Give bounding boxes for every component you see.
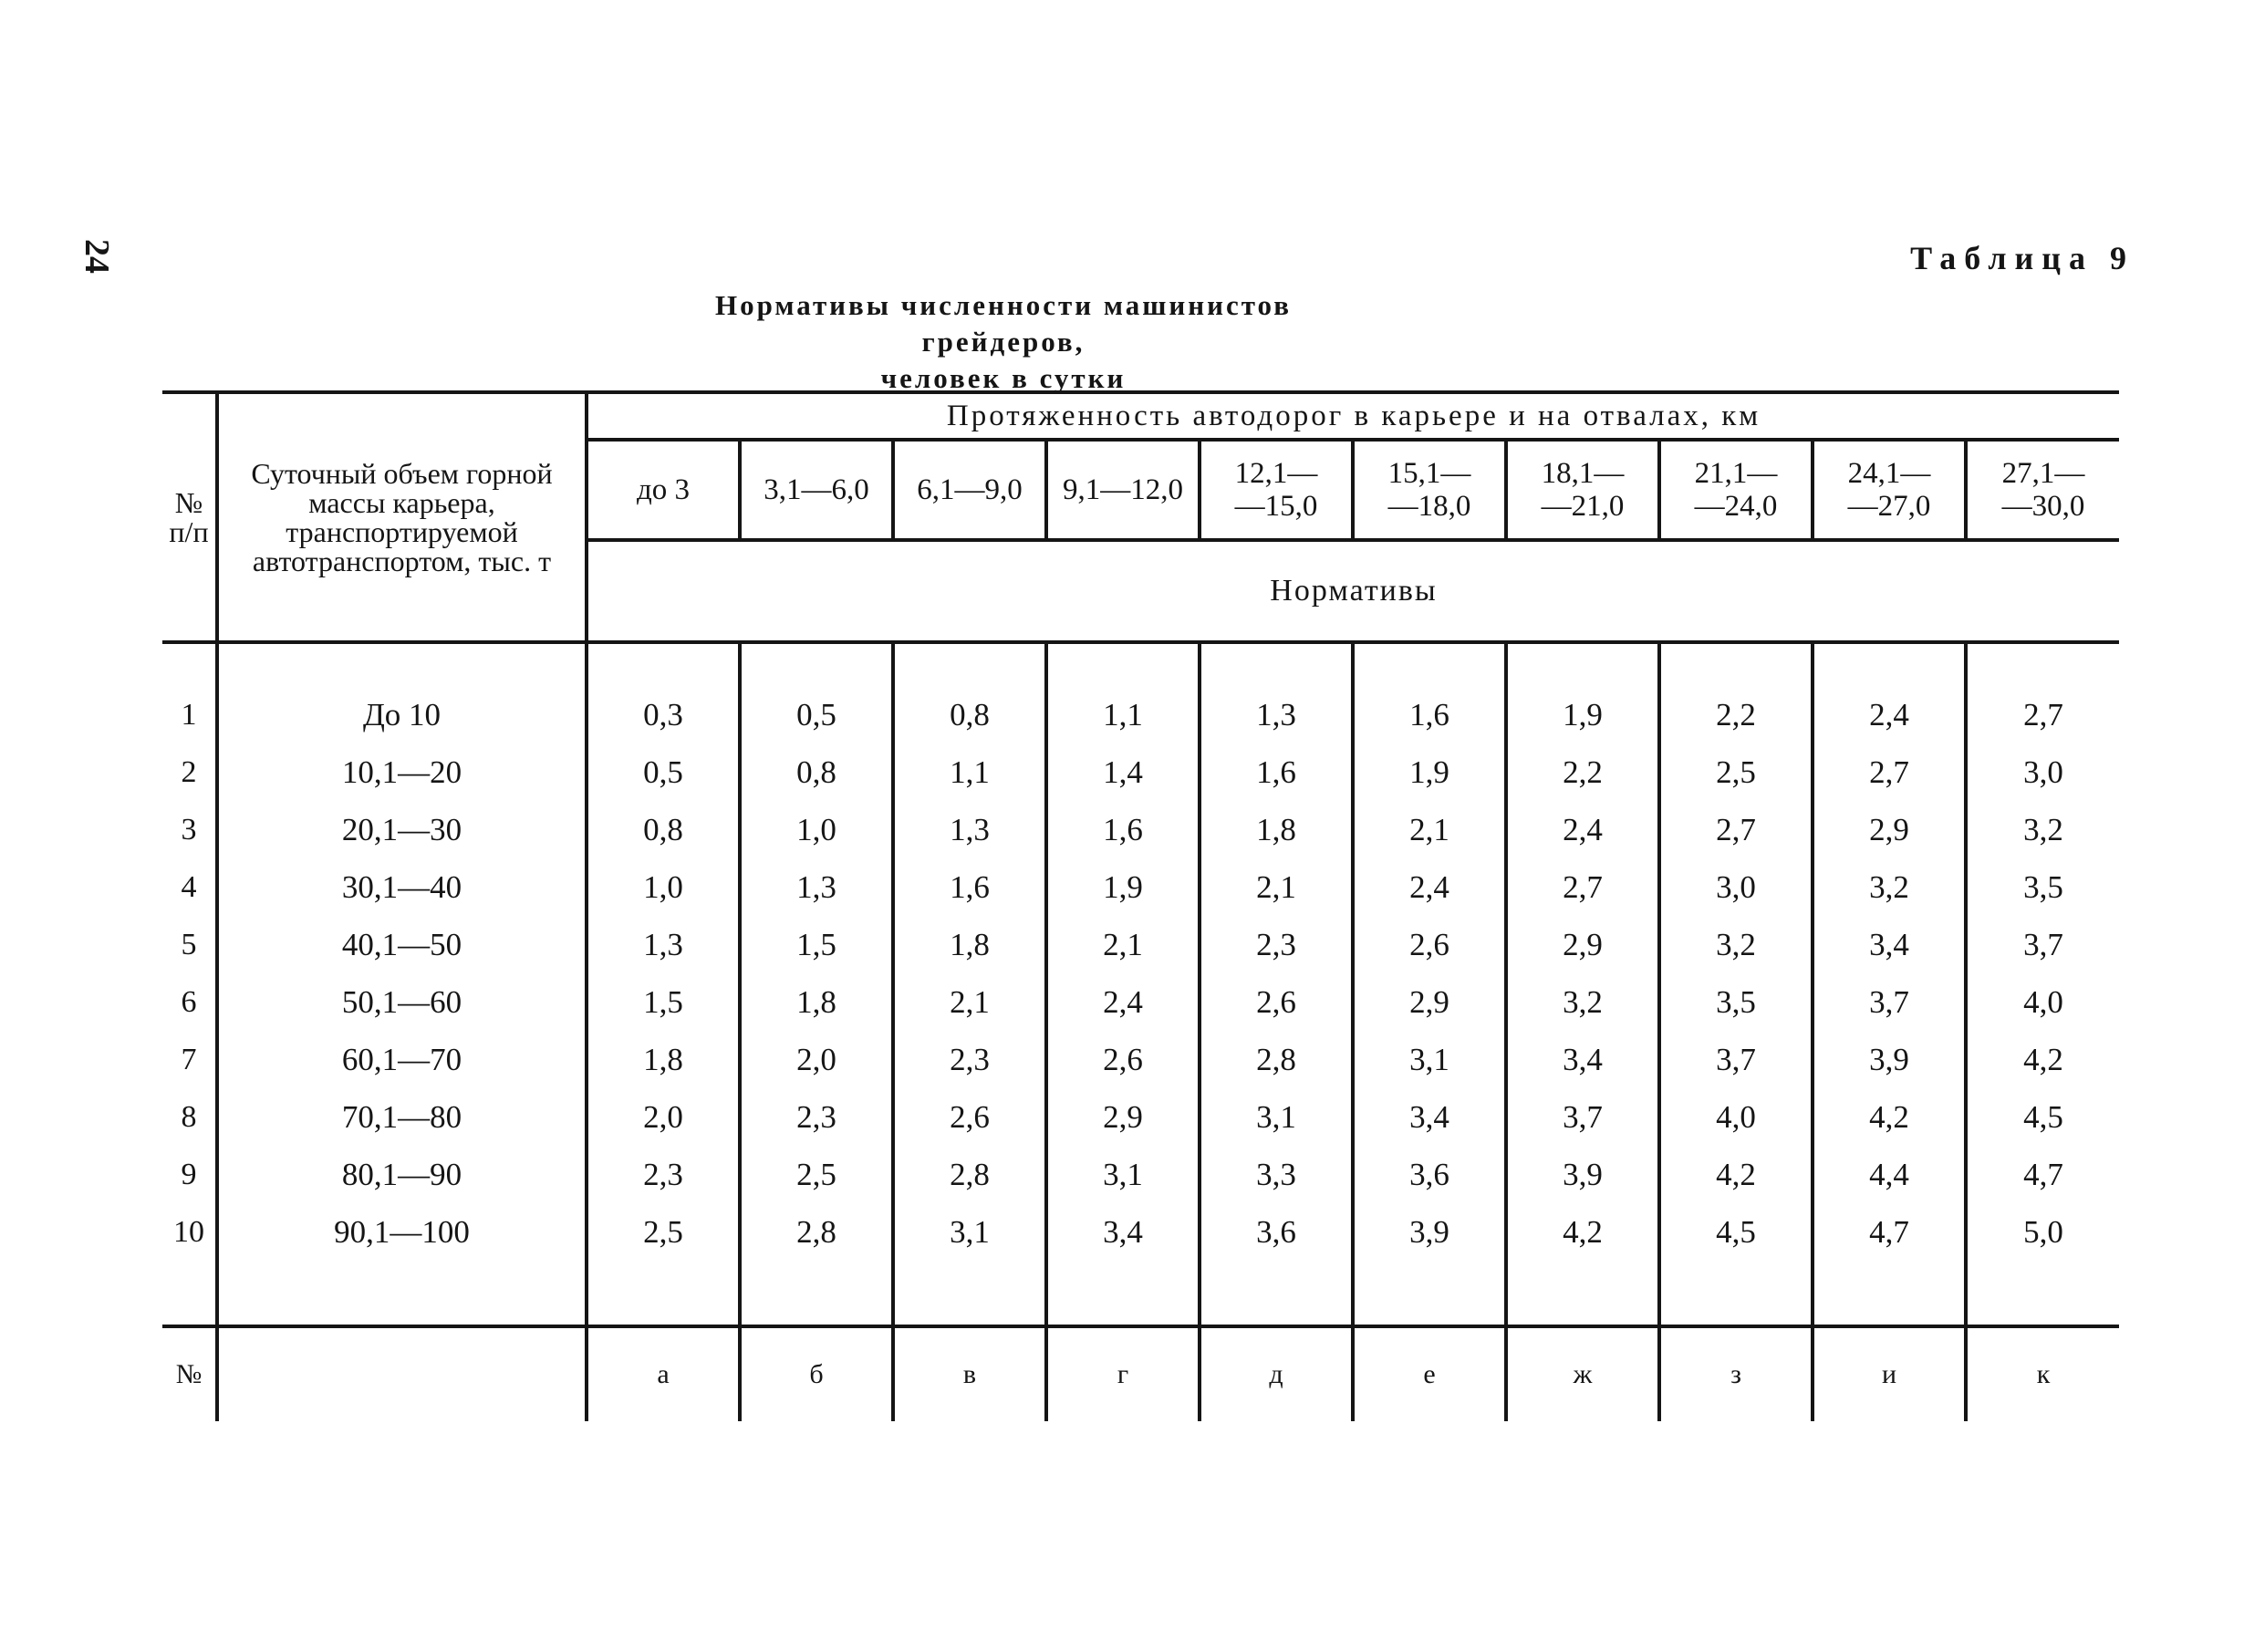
row-volume: 30,1—40 <box>217 858 587 916</box>
row-volume: 60,1—70 <box>217 1031 587 1088</box>
table-row <box>162 858 2119 916</box>
norm-value-cell: 1,9 <box>1046 858 1200 916</box>
row-volume: До 10 <box>217 686 587 743</box>
norm-value-cell: 1,6 <box>1200 743 1353 801</box>
spacer-cell <box>740 642 893 686</box>
norm-value-cell: 5,0 <box>1966 1203 2119 1261</box>
norm-value-cell: 4,0 <box>1966 973 2119 1031</box>
spacer-cell <box>587 642 740 686</box>
row-number: 9 <box>181 1157 197 1191</box>
norm-value-cell: 2,4 <box>1506 801 1659 858</box>
spacer-cell <box>162 642 217 686</box>
norm-value-cell: 1,9 <box>1353 743 1506 801</box>
norm-value-cell: 1,4 <box>1046 743 1200 801</box>
table-row <box>162 973 2119 1031</box>
spacer-cell <box>1659 1261 1813 1326</box>
spacer-cell <box>1353 642 1506 686</box>
norm-value-cell: 4,2 <box>1813 1088 1966 1146</box>
table-body <box>162 642 2119 1326</box>
footer-row <box>162 1326 2119 1421</box>
norm-value-cell: 3,0 <box>1659 858 1813 916</box>
distance-header-line2: —18,0 <box>1387 490 1471 523</box>
norm-value-cell: 0,5 <box>740 686 893 743</box>
spacer-cell <box>1813 1261 1966 1326</box>
distance-header-cell <box>1966 440 2119 540</box>
norm-value-cell: 1,8 <box>1200 801 1353 858</box>
norm-value-cell: 3,9 <box>1353 1203 1506 1261</box>
spacer-cell <box>1506 1261 1659 1326</box>
norm-value-cell: 2,9 <box>1813 801 1966 858</box>
spacer-cell <box>1813 642 1966 686</box>
distance-header-cell <box>740 440 893 540</box>
distance-header-line1: 6,1—9,0 <box>917 473 1023 506</box>
row-number: 1 <box>181 697 197 732</box>
norm-value-cell: 3,9 <box>1813 1031 1966 1088</box>
norm-value-cell: 1,6 <box>1353 686 1506 743</box>
norm-value-cell: 1,3 <box>1200 686 1353 743</box>
norm-value-cell: 2,9 <box>1353 973 1506 1031</box>
column-letter-cell: з <box>1659 1326 1813 1421</box>
norm-value-cell: 0,5 <box>587 743 740 801</box>
spacer-cell <box>1046 1261 1200 1326</box>
norm-value-cell: 3,2 <box>1659 916 1813 973</box>
distance-header-cell <box>1200 440 1353 540</box>
spacer-cell <box>217 1261 587 1326</box>
distance-header-line2: —21,0 <box>1541 490 1625 523</box>
distance-header-line1: 21,1— <box>1694 457 1778 490</box>
distance-header-line2: —30,0 <box>2001 490 2085 523</box>
column-letter-cell: к <box>1966 1326 2119 1421</box>
row-number: 5 <box>181 927 197 961</box>
norm-value-cell: 3,1 <box>1353 1031 1506 1088</box>
spacer-cell <box>893 1261 1046 1326</box>
norm-value-cell: 3,6 <box>1200 1203 1353 1261</box>
norm-value-cell: 3,9 <box>1506 1146 1659 1203</box>
distance-header-cell <box>893 440 1046 540</box>
norm-value-cell: 2,6 <box>1353 916 1506 973</box>
row-volume: 70,1—80 <box>217 1088 587 1146</box>
norm-value-cell: 4,2 <box>1659 1146 1813 1203</box>
norm-value-cell: 1,5 <box>587 973 740 1031</box>
spacer-cell <box>1200 642 1353 686</box>
spacer-cell <box>740 1261 893 1326</box>
column-letter-cell: в <box>893 1326 1046 1421</box>
spacer-cell <box>587 1261 740 1326</box>
distance-header-line1: 15,1— <box>1387 457 1471 490</box>
norm-value-cell: 1,5 <box>740 916 893 973</box>
norm-value-cell: 1,1 <box>1046 686 1200 743</box>
table-row <box>162 801 2119 858</box>
distance-header-cell <box>1046 440 1200 540</box>
norm-value-cell: 2,0 <box>587 1088 740 1146</box>
norm-value-cell: 4,7 <box>1813 1203 1966 1261</box>
table-row <box>162 686 2119 743</box>
spacer-cell <box>893 642 1046 686</box>
spacer-cell <box>1659 642 1813 686</box>
norm-value-cell: 3,7 <box>1966 916 2119 973</box>
spacer-cell <box>1046 642 1200 686</box>
column-letter-cell: е <box>1353 1326 1506 1421</box>
row-volume: 80,1—90 <box>217 1146 587 1203</box>
norm-value-cell: 3,7 <box>1506 1088 1659 1146</box>
norm-value-cell: 3,7 <box>1813 973 1966 1031</box>
norm-value-cell: 4,0 <box>1659 1088 1813 1146</box>
norm-value-cell: 2,6 <box>1046 1031 1200 1088</box>
norm-value-cell: 1,0 <box>740 801 893 858</box>
norm-value-cell: 2,5 <box>587 1203 740 1261</box>
norm-value-cell: 3,5 <box>1966 858 2119 916</box>
distance-header-line1: 3,1—6,0 <box>764 473 869 506</box>
norm-value-cell: 2,4 <box>1813 686 1966 743</box>
footer-num: № <box>175 1359 203 1389</box>
norm-value-cell: 3,6 <box>1353 1146 1506 1203</box>
row-number: 8 <box>181 1099 197 1134</box>
norm-value-cell: 2,8 <box>893 1146 1046 1203</box>
norm-value-cell: 2,2 <box>1659 686 1813 743</box>
spacer-cell <box>1353 1261 1506 1326</box>
table-row <box>162 916 2119 973</box>
distance-header-line2: —27,0 <box>1847 490 1931 523</box>
norm-value-cell: 2,7 <box>1506 858 1659 916</box>
norm-value-cell: 3,4 <box>1813 916 1966 973</box>
norm-value-cell: 2,9 <box>1506 916 1659 973</box>
distance-header-cell <box>587 440 740 540</box>
table-label: Таблица 9 <box>1910 240 2135 276</box>
spacer-cell <box>162 1261 217 1326</box>
norm-value-cell: 3,2 <box>1813 858 1966 916</box>
spacer-cell <box>1506 642 1659 686</box>
group-header-distance: Протяженность автодорог в карьере и на отвалах, км <box>587 392 2119 440</box>
distance-header-line1: 18,1— <box>1541 457 1625 490</box>
distance-header-cell <box>1506 440 1659 540</box>
norm-value-cell: 2,3 <box>740 1088 893 1146</box>
norm-value-cell: 3,1 <box>1200 1088 1353 1146</box>
norm-value-cell: 2,8 <box>1200 1031 1353 1088</box>
column-letter-cell: и <box>1813 1326 1966 1421</box>
norm-value-cell: 3,0 <box>1966 743 2119 801</box>
norm-value-cell: 2,1 <box>1353 801 1506 858</box>
norm-value-cell: 3,7 <box>1659 1031 1813 1088</box>
norm-value-cell: 2,2 <box>1506 743 1659 801</box>
norms-table <box>162 390 2119 1421</box>
table-row <box>162 743 2119 801</box>
norm-value-cell: 4,2 <box>1506 1203 1659 1261</box>
norm-value-cell: 2,5 <box>740 1146 893 1203</box>
table-title <box>639 287 1368 397</box>
norm-value-cell: 4,5 <box>1966 1088 2119 1146</box>
row-volume: 50,1—60 <box>217 973 587 1031</box>
norm-value-cell: 2,1 <box>893 973 1046 1031</box>
spacer-cell <box>217 642 587 686</box>
table-title-line1: Нормативы численности машинистов грейдеров, <box>714 289 1293 358</box>
norm-value-cell: 2,3 <box>587 1146 740 1203</box>
table-row <box>162 1203 2119 1261</box>
norm-value-cell: 3,3 <box>1200 1146 1353 1203</box>
norm-value-cell: 0,8 <box>587 801 740 858</box>
norm-value-cell: 2,5 <box>1659 743 1813 801</box>
norm-value-cell: 1,9 <box>1506 686 1659 743</box>
col-header-volume: Суточный объем горной массы карьера, транспортируемой автотранспортом, тыс. т <box>217 392 587 642</box>
norm-value-cell: 3,2 <box>1966 801 2119 858</box>
page-number: 24 <box>78 239 116 274</box>
norm-value-cell: 1,8 <box>893 916 1046 973</box>
row-number: 10 <box>173 1214 204 1249</box>
table-row <box>162 1146 2119 1203</box>
norm-value-cell: 2,7 <box>1659 801 1813 858</box>
row-number: 6 <box>181 984 197 1019</box>
norm-value-cell: 1,3 <box>587 916 740 973</box>
norm-value-cell: 2,3 <box>1200 916 1353 973</box>
norm-value-cell: 3,4 <box>1353 1088 1506 1146</box>
distance-header-cell <box>1353 440 1506 540</box>
norm-value-cell: 2,3 <box>893 1031 1046 1088</box>
norm-value-cell: 0,8 <box>740 743 893 801</box>
distance-header-line2: —24,0 <box>1694 490 1778 523</box>
norm-value-cell: 3,4 <box>1506 1031 1659 1088</box>
distance-header-cell <box>1659 440 1813 540</box>
spacer-cell <box>1966 642 2119 686</box>
norm-value-cell: 2,9 <box>1046 1088 1200 1146</box>
distance-header-line1: 24,1— <box>1847 457 1931 490</box>
norm-value-cell: 3,5 <box>1659 973 1813 1031</box>
column-letter-cell: ж <box>1506 1326 1659 1421</box>
norm-value-cell: 4,2 <box>1966 1031 2119 1088</box>
norm-value-cell: 4,7 <box>1966 1146 2119 1203</box>
table-title-line2: человек в сутки <box>880 362 1127 394</box>
row-number: 4 <box>181 869 197 904</box>
distance-header-line2: —15,0 <box>1234 490 1318 523</box>
row-volume: 90,1—100 <box>217 1203 587 1261</box>
norm-value-cell: 1,3 <box>740 858 893 916</box>
norm-value-cell: 1,1 <box>893 743 1046 801</box>
norm-value-cell: 3,1 <box>893 1203 1046 1261</box>
spacer-cell <box>1200 1261 1353 1326</box>
row-number: 2 <box>181 754 197 789</box>
norm-value-cell: 2,4 <box>1046 973 1200 1031</box>
norm-value-cell: 4,4 <box>1813 1146 1966 1203</box>
norm-value-cell: 1,3 <box>893 801 1046 858</box>
norm-value-cell: 1,6 <box>1046 801 1200 858</box>
norm-value-cell: 2,6 <box>1200 973 1353 1031</box>
column-letter-cell: б <box>740 1326 893 1421</box>
column-letter-cell: д <box>1200 1326 1353 1421</box>
table-row <box>162 1088 2119 1146</box>
row-number: 7 <box>181 1042 197 1076</box>
col-header-num: № п/п <box>169 486 209 548</box>
norm-value-cell: 3,4 <box>1046 1203 1200 1261</box>
distance-header-line1: 27,1— <box>2001 457 2085 490</box>
norm-value-cell: 2,8 <box>740 1203 893 1261</box>
norm-value-cell: 2,7 <box>1813 743 1966 801</box>
norm-value-cell: 2,1 <box>1046 916 1200 973</box>
row-volume: 10,1—20 <box>217 743 587 801</box>
norm-value-cell: 2,0 <box>740 1031 893 1088</box>
norm-value-cell: 3,2 <box>1506 973 1659 1031</box>
distance-header-line1: 12,1— <box>1234 457 1318 490</box>
norm-value-cell: 2,7 <box>1966 686 2119 743</box>
distance-header-cell <box>1813 440 1966 540</box>
distance-header-line1: до 3 <box>636 473 691 506</box>
norm-value-cell: 1,0 <box>587 858 740 916</box>
norm-value-cell: 1,6 <box>893 858 1046 916</box>
column-letter-cell: а <box>587 1326 740 1421</box>
row-volume: 20,1—30 <box>217 801 587 858</box>
norm-value-cell: 0,8 <box>893 686 1046 743</box>
norm-value-cell: 1,8 <box>740 973 893 1031</box>
row-number: 3 <box>181 812 197 847</box>
footer-empty-cell <box>217 1326 587 1421</box>
table-row <box>162 1031 2119 1088</box>
norm-value-cell: 4,5 <box>1659 1203 1813 1261</box>
spacer-cell <box>1966 1261 2119 1326</box>
norm-value-cell: 1,8 <box>587 1031 740 1088</box>
norm-value-cell: 2,4 <box>1353 858 1506 916</box>
norm-value-cell: 2,6 <box>893 1088 1046 1146</box>
norm-value-cell: 2,1 <box>1200 858 1353 916</box>
norm-value-cell: 0,3 <box>587 686 740 743</box>
distance-header-line1: 9,1—12,0 <box>1063 473 1183 506</box>
row-volume: 40,1—50 <box>217 916 587 973</box>
subheader-norms: Нормативы <box>587 540 2119 642</box>
column-letter-cell: г <box>1046 1326 1200 1421</box>
norm-value-cell: 3,1 <box>1046 1146 1200 1203</box>
